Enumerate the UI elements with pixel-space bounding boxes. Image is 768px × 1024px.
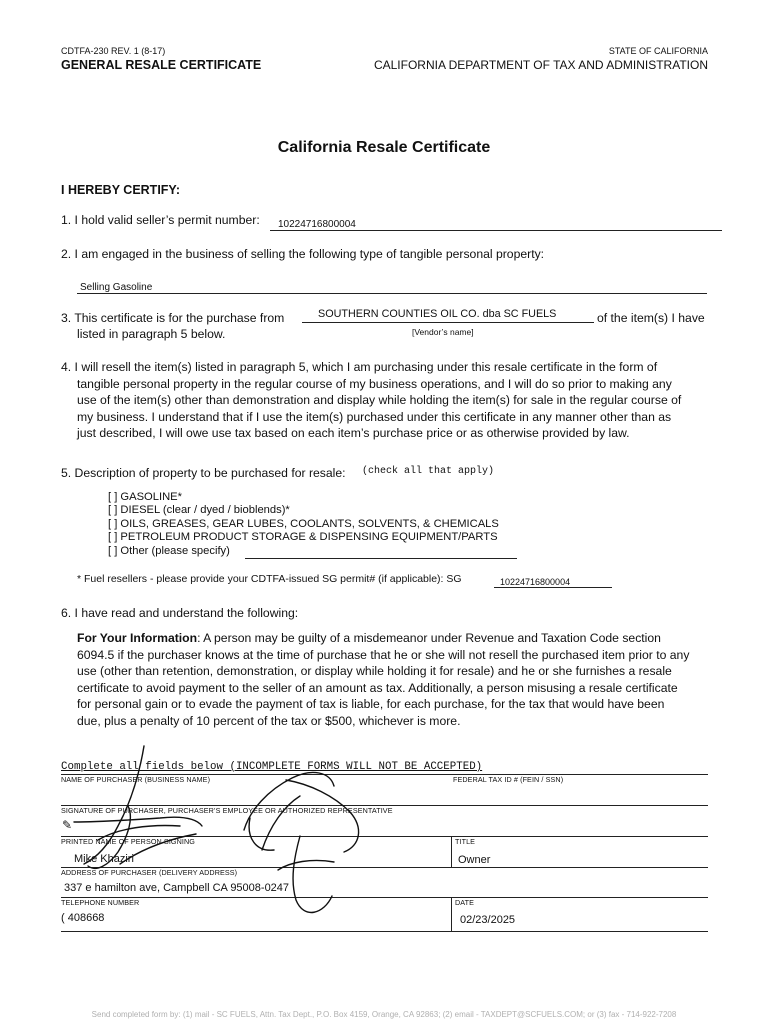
item-4-line: use of the item(s) other than demonstration and display while holding the item(s) for sale in the regular course of: [77, 393, 682, 408]
item-3-label-b: of the item(s) I have: [597, 311, 705, 325]
option-diesel[interactable]: [ ] DIESEL (clear / dyed / bioblends)*: [108, 504, 290, 516]
page-title: California Resale Certificate: [277, 139, 491, 156]
form-id: CDTFA-230 REV. 1 (8-17): [61, 46, 166, 56]
date-label: DATE: [455, 898, 475, 907]
vendor-name-caption: [Vendor’s name]: [412, 327, 474, 337]
sg-permit-value: 10224716800004: [500, 577, 571, 587]
fyi-line: use (other than retention, demonstration, or display while holding it for resale) and he or she furnishes a resale: [77, 664, 672, 679]
vendor-name-value: SOUTHERN COUNTIES OIL CO. dba SC FUELS: [318, 308, 557, 320]
fyi-line: : A person may be guilty of a misdemeanor under Revenue and Taxation Code section: [197, 631, 661, 645]
item-6-label: 6. I have read and understand the following:: [61, 606, 299, 620]
fyi-line: for personal gain or to evade the payment of tax is liable, for each purchase, for the tax that would have been: [77, 697, 665, 712]
fyi-line: 6094.5 if the purchaser knows at the time of purchase that he or she will not resell the purchased item prior to any: [77, 647, 690, 662]
item-1-label: 1. I hold valid seller’s permit number:: [61, 213, 260, 227]
phone-label: TELEPHONE NUMBER: [61, 898, 140, 907]
phone-value[interactable]: ( 408668: [61, 912, 105, 924]
pen-icon: ✎: [62, 818, 73, 832]
title-value[interactable]: Owner: [458, 854, 491, 866]
signature-label: SIGNATURE OF PURCHASER, PURCHASER’S EMPLOYEE OR AUTHORIZED REPRESENTATIVE: [61, 806, 393, 815]
certify-heading: I HEREBY CERTIFY:: [61, 183, 180, 197]
item-5-note: (check all that apply): [362, 466, 495, 477]
fyi-line: due, plus a penalty of 10 percent of the tax or $500, whichever is more.: [77, 713, 461, 728]
fuel-note: * Fuel resellers - please provide your CDTFA-issued SG permit# (if applicable): SG: [77, 573, 462, 585]
fyi-line: certificate to avoid payment to the seller of an amount as tax. Additionally, a person misusing a resale certificate: [77, 680, 678, 695]
purchaser-name-label: NAME OF PURCHASER (BUSINESS NAME): [61, 775, 211, 784]
property-type-value: Selling Gasoline: [80, 282, 153, 293]
item-4-line: my business. I understand that if I use the item(s) purchased under this certificate in any manner other than as: [77, 409, 672, 424]
fyi-heading: For Your Information: [77, 631, 198, 645]
footer-instructions: Send completed form by: (1) mail - SC FUELS, Attn. Tax Dept., P.O. Box 4159, Orange, CA 92863; (2) email - TAXDEPT@SCFUELS.COM; or (3) fax - 714-922-7208: [91, 1010, 677, 1019]
printed-name-value[interactable]: Mike Khaziri: [74, 853, 134, 865]
title-label: TITLE: [455, 837, 476, 846]
printed-name-label: PRINTED NAME OF PERSON SIGNING: [61, 837, 195, 846]
option-other[interactable]: [ ] Other (please specify): [108, 545, 230, 557]
permit-number-value: 10224716800004: [278, 219, 356, 230]
item-5-label: 5. Description of property to be purchased for resale:: [61, 466, 346, 480]
address-value[interactable]: 337 e hamilton ave, Campbell CA 95008-0247: [64, 882, 290, 894]
item-3-label-c: listed in paragraph 5 below.: [77, 327, 226, 341]
complete-all-instruction: Complete all fields below (INCOMPLETE FORMS WILL NOT BE ACCEPTED): [61, 761, 483, 773]
option-oils-chemicals[interactable]: [ ] OILS, GREASES, GEAR LUBES, COOLANTS, SOLVENTS, & CHEMICALS: [108, 518, 499, 530]
item-4-line: 4. I will resell the item(s) listed in paragraph 5, which I am purchasing under this resale certificate in the form of: [61, 360, 658, 374]
option-gasoline[interactable]: [ ] GASOLINE*: [108, 491, 182, 503]
item-3-label: 3. This certificate is for the purchase from: [61, 311, 285, 325]
fein-label: FEDERAL TAX ID # (FEIN / SSN): [453, 775, 564, 784]
item-4-line: just described, I will owe use tax based on each item’s purchase price or as otherwise provided by law.: [77, 426, 630, 441]
form-name: GENERAL RESALE CERTIFICATE: [61, 58, 262, 72]
address-label: ADDRESS OF PURCHASER (DELIVERY ADDRESS): [61, 868, 238, 877]
date-value[interactable]: 02/23/2025: [460, 914, 516, 926]
department-label: CALIFORNIA DEPARTMENT OF TAX AND ADMINISTRATION: [373, 58, 708, 72]
item-2-label: 2. I am engaged in the business of selling the following type of tangible personal property:: [61, 247, 545, 261]
option-storage-equipment[interactable]: [ ] PETROLEUM PRODUCT STORAGE & DISPENSING EQUIPMENT/PARTS: [108, 531, 498, 543]
item-4-line: tangible personal property in the regular course of my business operations, and I will do so prior to making any: [77, 376, 672, 391]
state-label: STATE OF CALIFORNIA: [608, 46, 708, 56]
